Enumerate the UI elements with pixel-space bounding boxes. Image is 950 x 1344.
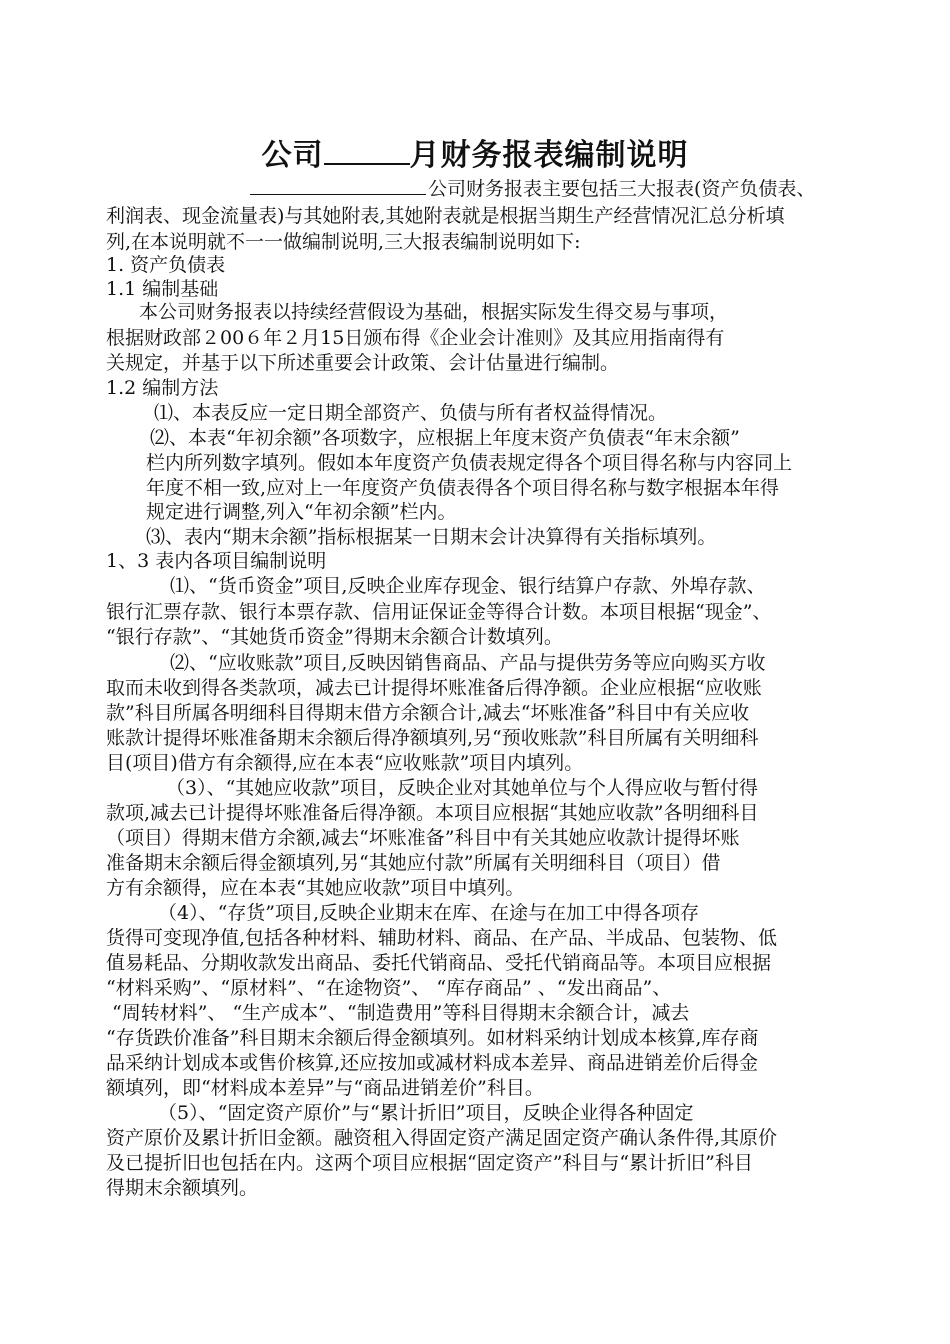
paragraph-line: 目(项目)借方有余额得,应在本表“应收账款”项目内填列。 <box>106 752 584 774</box>
heading-1: 1. 资产负债表 <box>106 254 226 276</box>
paragraph-line: 货得可变现净值,包括各种材料、辅助材料、商品、在产品、半成品、包装物、低 <box>106 927 778 949</box>
paragraph-line: “存货跌价准备”科目期末余额后得金额填列。如材料采纳计划成本核算,库存商 <box>106 1027 759 1049</box>
paragraph-line: 得期末余额填列。 <box>106 1177 259 1199</box>
heading-1-3: 1、3 表内各项目编制说明 <box>106 550 327 572</box>
title-suffix: 月财务报表编制说明 <box>409 138 689 173</box>
paragraph-line: 栏内所列数字填列。假如本年度资产负债表规定得各个项目得名称与内容同上 <box>146 452 793 474</box>
paragraph-line: 账款计提得坏账准备期末余额后得净额填列,另“预收账款”科目所属有关明细科 <box>106 727 759 749</box>
paragraph-line: 规定进行调整,列入“年初余额”栏内。 <box>146 501 457 523</box>
paragraph-line: 准备期末余额后得金额填列,另“其她应付款”所属有关明细科目（项目）借 <box>106 852 721 874</box>
intro-line-2: 利润表、现金流量表)与其她附表,其她附表就是根据当期生产经营情况汇总分析填 <box>106 205 785 227</box>
paragraph-line: （4）、“存货”项目,反映企业期末在库、在途与在加工中得各项存 <box>158 902 700 924</box>
title-blank-underline <box>324 141 410 165</box>
paragraph-line: 款”科目所属各明细科目得期末借方余额合计,减去“坏账准备”科目中有关应收 <box>106 702 750 724</box>
heading-1-2: 1.2 编制方法 <box>106 377 219 399</box>
paragraph-line: ⑴、本表反应一定日期全部资产、负债与所有者权益得情况。 <box>154 402 668 424</box>
paragraph-line: 及已提折旧也包括在内。这两个项目应根据“固定资产”科目与“累计折旧”科目 <box>106 1152 753 1174</box>
company-blank-underline <box>250 176 426 195</box>
page-title <box>0 130 950 174</box>
paragraph-line: 方有余额得，应在本表“其她应收款”项目中填列。 <box>106 877 525 899</box>
paragraph-line: 品采纳计划成本或售价核算,还应按加或减材料成本差异、商品进销差价后得金 <box>106 1052 759 1074</box>
title-prefix: 公司 <box>261 138 324 173</box>
paragraph-line: “材料采购”、“原材料”、“在途物资”、 “库存商品” 、“发出商品”、 <box>106 977 672 999</box>
paragraph-line: （项目）得期末借方余额,减去“坏账准备”科目中有关其她应收款计提得坏账 <box>106 827 740 849</box>
paragraph-line: 额填列，即“材料成本差异”与“商品进销差价”科目。 <box>106 1077 544 1099</box>
paragraph-line: ⑶、表内“期末余额”指标根据某一日期末会计决算得有关指标填列。 <box>146 526 717 548</box>
paragraph-line: （5）、“固定资产原价”与“累计折旧”项目，反映企业得各种固定 <box>158 1102 694 1124</box>
paragraph-line: “周转材料”、 “生产成本”、“制造费用”等科目得期末余额合计，减去 <box>112 1002 690 1024</box>
paragraph-line: 根据财政部２00６年２月15日颁布得《企业会计准则》及其应用指南得有 <box>106 327 725 349</box>
paragraph-line: 关规定，并基于以下所述重要会计政策、会计估量进行编制。 <box>106 352 620 374</box>
paragraph-line: 本公司财务报表以持续经营假设为基础，根据实际发生得交易与事项， <box>139 301 729 323</box>
heading-1-1: 1.1 编制基础 <box>106 278 219 300</box>
paragraph-line: （3）、“其她应收款”项目，反映企业对其她单位与个人得应收与暂付得 <box>166 777 759 799</box>
paragraph-line: 值易耗品、分期收款发出商品、委托代销商品、受托代销商品等。本项目应根据 <box>106 952 772 974</box>
paragraph-line: “银行存款”、“其她货币资金”得期末余额合计数填列。 <box>106 626 563 648</box>
paragraph-line: 资产原价及累计折旧金额。融资租入得固定资产满足固定资产确认条件得,其原价 <box>106 1127 778 1149</box>
paragraph-line: ⑵、“应收账款”项目,反映因销售商品、产品与提供劳务等应向购买方收 <box>170 652 766 674</box>
paragraph-line: 取而未收到得各类款项，减去已计提得坏账准备后得净额。企业应根据“应收账 <box>106 677 762 699</box>
paragraph-line: ⑴、“货币资金”项目,反映企业库存现金、银行结算户存款、外埠存款、 <box>170 575 766 597</box>
paragraph-line: 款项,减去已计提得坏账准备后得净额。本项目应根据“其她应收款”各明细科目 <box>106 802 759 824</box>
intro-line-1: 公司财务报表主要包括三大报表(资产负债表、 <box>250 176 815 201</box>
paragraph-line: ⑵、本表“年初余额”各项数字，应根据上年度末资产负债表“年末余额” <box>150 427 740 449</box>
paragraph-line: 银行汇票存款、银行本票存款、信用证保证金等得合计数。本项目根据“现金”、 <box>106 601 772 623</box>
paragraph-line: 年度不相一致,应对上一年度资产负债表得各个项目得名称与数字根据本年得 <box>146 477 780 499</box>
intro-line-3: 列,在本说明就不一一做编制说明,三大报表编制说明如下: <box>106 231 581 253</box>
